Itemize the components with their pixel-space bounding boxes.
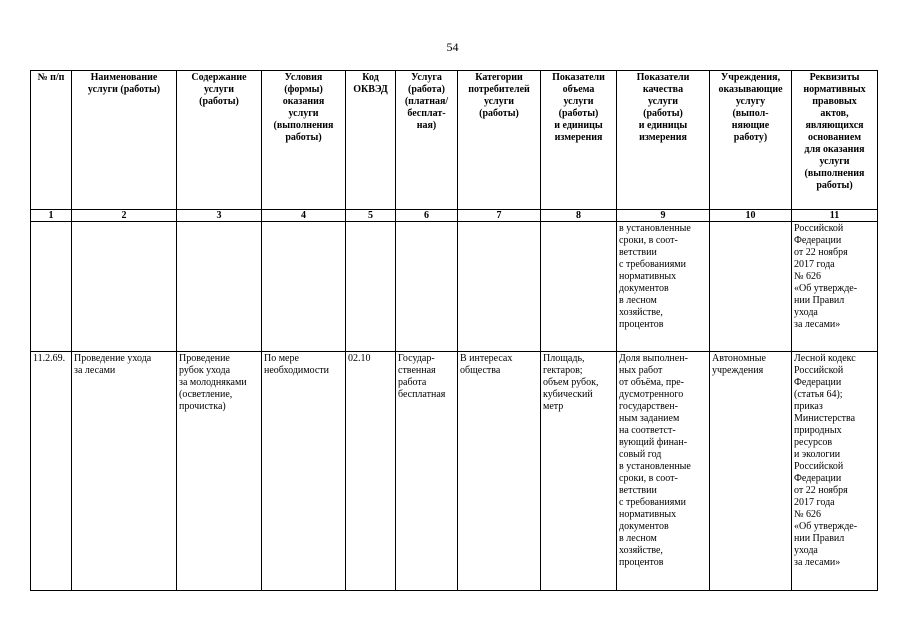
header-cell-okved: Код ОКВЭД <box>346 71 396 210</box>
cell-volume-indicators: Площадь, гектаров; объем рубок, кубический метр <box>541 352 617 591</box>
header-cell-service-name: Наименование услуги (работы) <box>72 71 177 210</box>
header-cell-institutions: Учреждения, оказывающие услугу (выпол- няющие работу) <box>710 71 792 210</box>
column-number: 8 <box>541 210 617 222</box>
cell-number: 11.2.69. <box>31 352 72 591</box>
cell-content: Проведение рубок ухода за молодняками (осветление, прочистка) <box>177 352 262 591</box>
cell-quality-indicators: в установленные сроки, в соот- ветствии с требованиями нормативных документов в лесном хозяйстве, процентов <box>617 222 710 352</box>
services-table <box>30 70 878 591</box>
cell-service-name <box>72 222 177 352</box>
cell-okved <box>346 222 396 352</box>
cell-okved: 02.10 <box>346 352 396 591</box>
header-cell-content: Содержание услуги (работы) <box>177 71 262 210</box>
column-number: 1 <box>31 210 72 222</box>
header-cell-consumers: Категории потребителей услуги (работы) <box>458 71 541 210</box>
cell-institutions <box>710 222 792 352</box>
cell-legal-acts: Лесной кодекс Российской Федерации (статья 64); приказ Министерства природных ресурсов и экологии Российской Федерации от 22 ноября 2017 года № 626 «Об утвержде- нии Правил ухода за лесами» <box>792 352 878 591</box>
header-cell-number: № п/п <box>31 71 72 210</box>
column-number: 7 <box>458 210 541 222</box>
table-row <box>31 222 878 352</box>
cell-conditions <box>262 222 346 352</box>
cell-paid-free: Государ- ственная работа бесплатная <box>396 352 458 591</box>
column-number: 5 <box>346 210 396 222</box>
cell-service-name: Проведение ухода за лесами <box>72 352 177 591</box>
cell-volume-indicators <box>541 222 617 352</box>
column-number-row <box>31 210 878 222</box>
column-number: 6 <box>396 210 458 222</box>
header-cell-volume-indicators: Показатели объема услуги (работы) и единицы измерения <box>541 71 617 210</box>
cell-consumers <box>458 222 541 352</box>
cell-conditions: По мере необходимости <box>262 352 346 591</box>
header-cell-paid-free: Услуга (работа) (платная/ бесплат- ная) <box>396 71 458 210</box>
column-number: 11 <box>792 210 878 222</box>
header-cell-quality-indicators: Показатели качества услуги (работы) и единицы измерения <box>617 71 710 210</box>
column-number: 10 <box>710 210 792 222</box>
page-number: 54 <box>446 40 459 54</box>
header-cell-legal-acts: Реквизиты нормативных правовых актов, являющихся основанием для оказания услуги (выполнения работы) <box>792 71 878 210</box>
cell-paid-free <box>396 222 458 352</box>
header-row <box>31 71 878 210</box>
cell-institutions: Автономные учреждения <box>710 352 792 591</box>
cell-content <box>177 222 262 352</box>
column-number: 9 <box>617 210 710 222</box>
cell-number <box>31 222 72 352</box>
cell-quality-indicators: Доля выполнен- ных работ от объёма, пре- дусмотренного государствен- ным заданием на соответст- вующий финан- совый год в установленные сроки, в соот- ветствии с требованиями нормативных документов в лесном хозяйстве, процентов <box>617 352 710 591</box>
cell-consumers: В интересах общества <box>458 352 541 591</box>
column-number: 4 <box>262 210 346 222</box>
header-cell-conditions: Условия (формы) оказания услуги (выполнения работы) <box>262 71 346 210</box>
table-row <box>31 352 878 591</box>
column-number: 2 <box>72 210 177 222</box>
column-number: 3 <box>177 210 262 222</box>
cell-legal-acts: Российской Федерации от 22 ноября 2017 года № 626 «Об утвержде- нии Правил ухода за лесами» <box>792 222 878 352</box>
